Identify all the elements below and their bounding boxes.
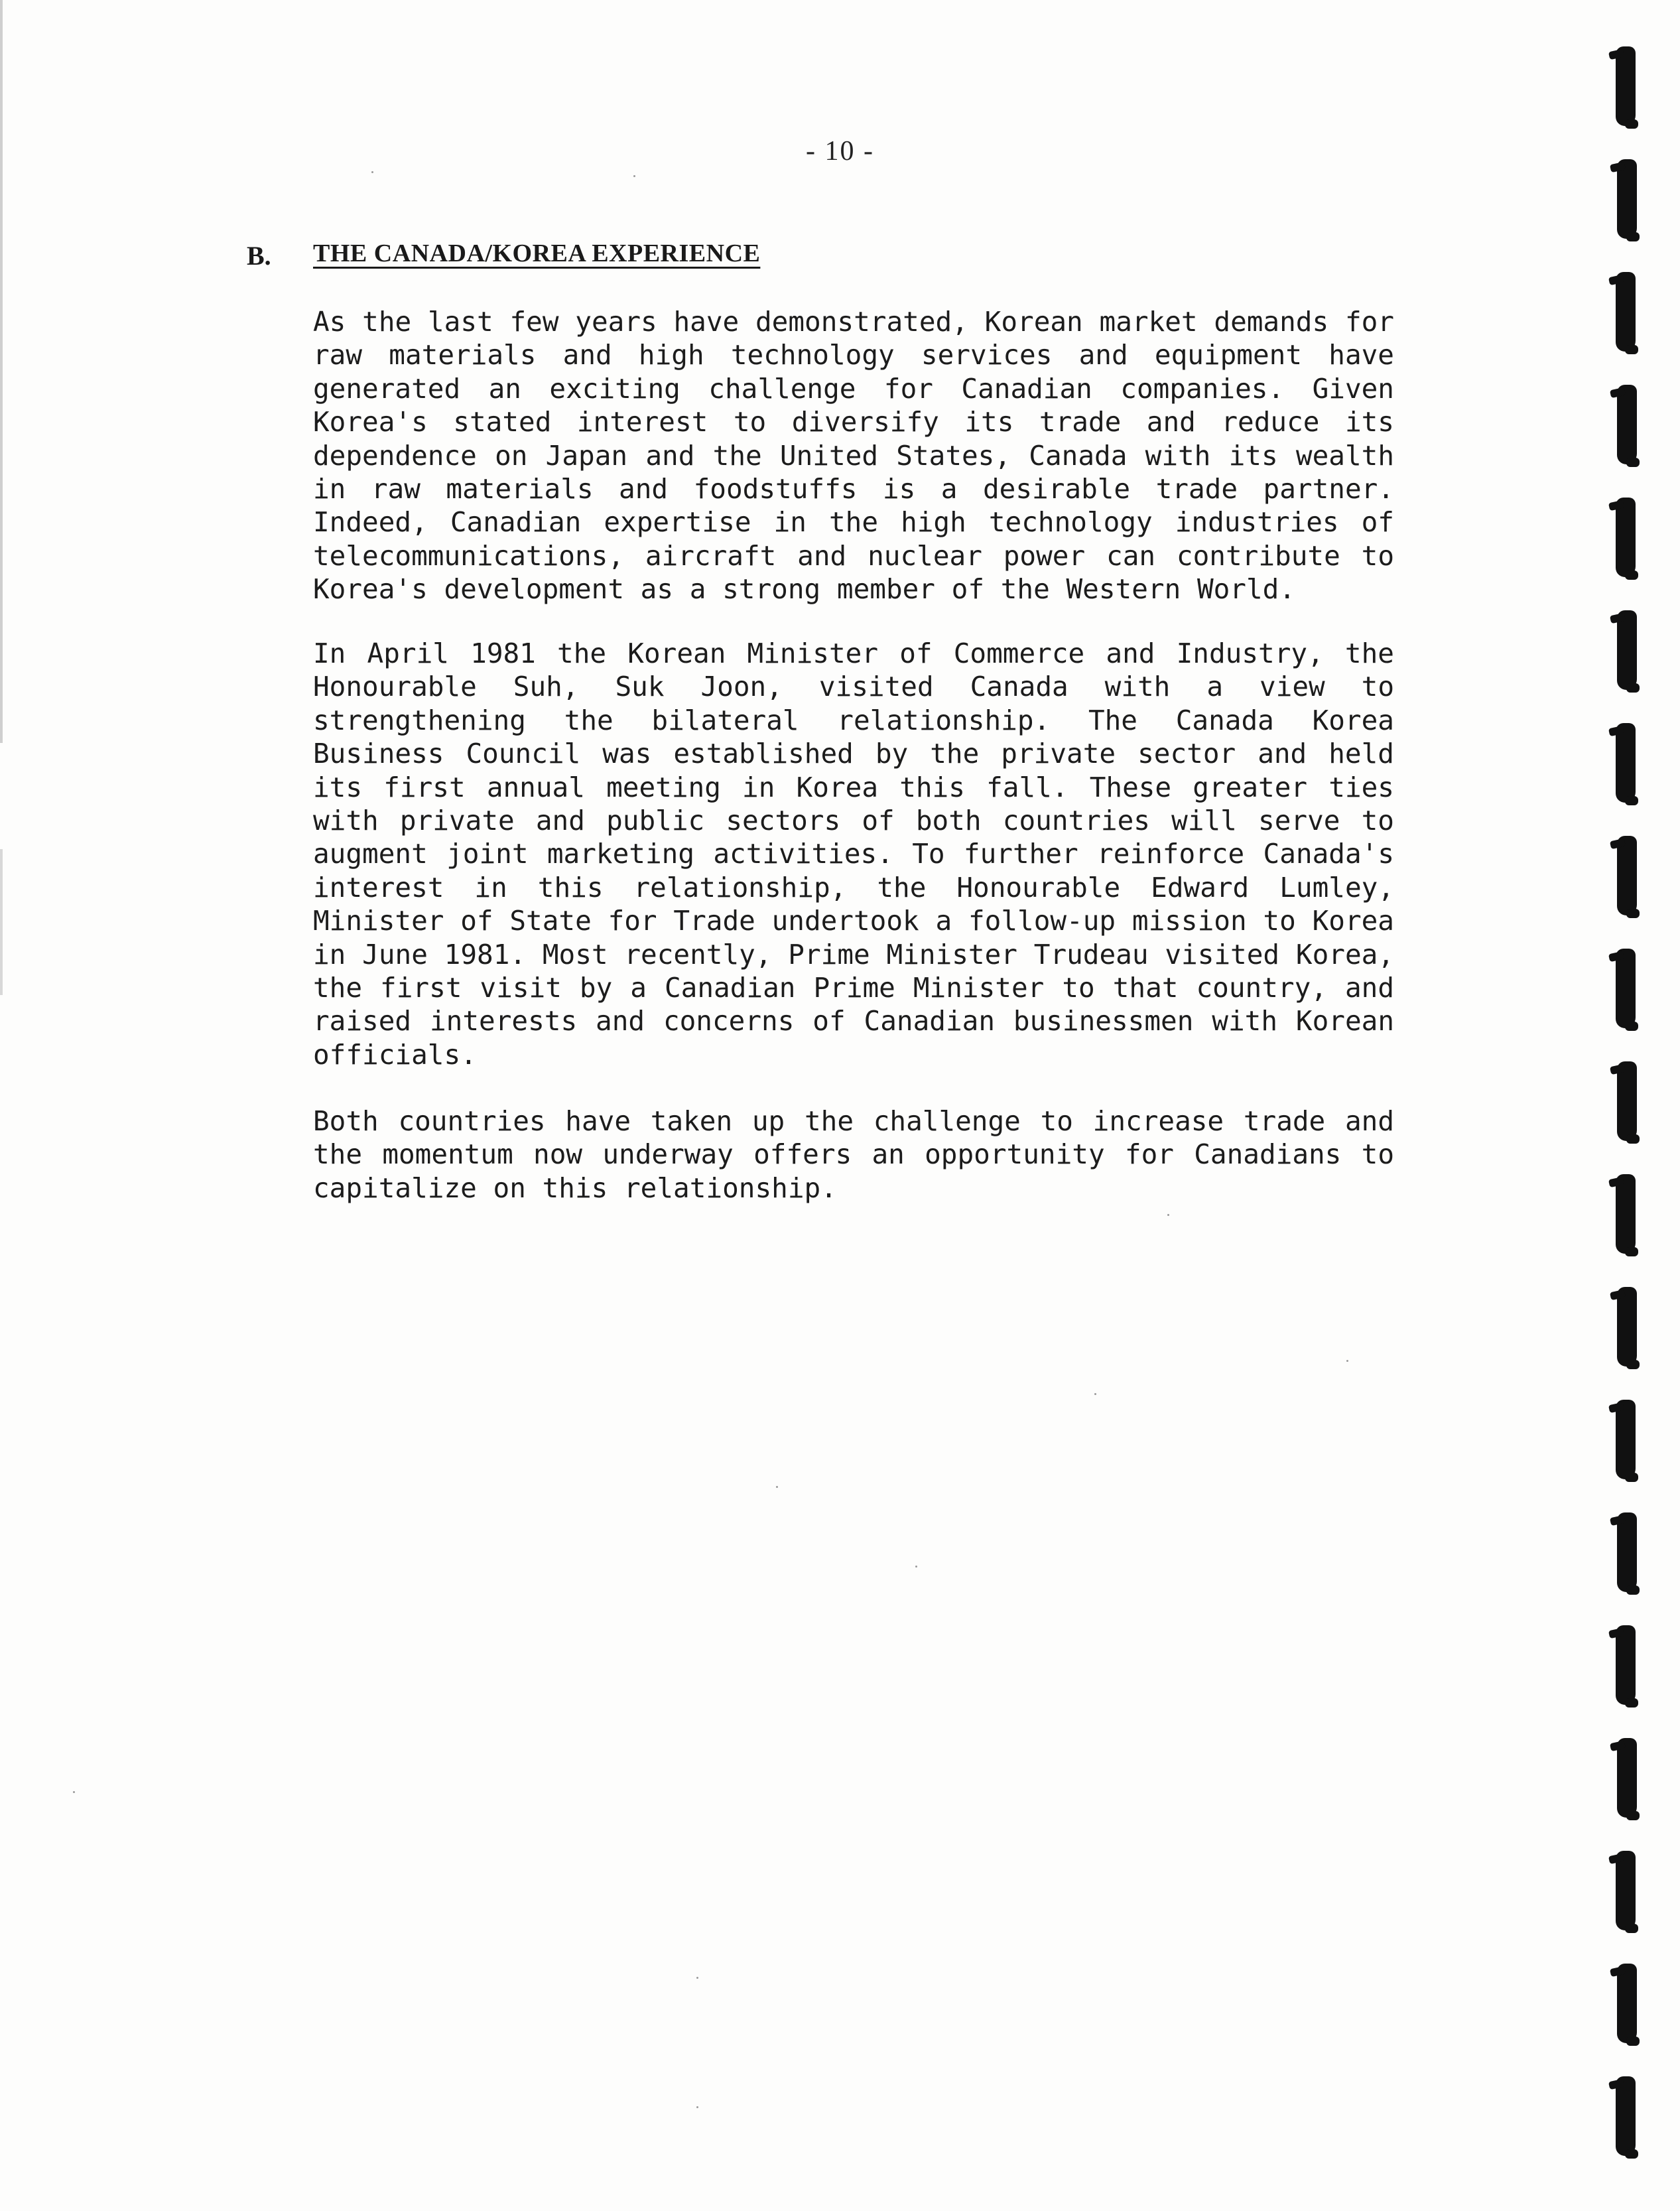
binding-ring: [1616, 2076, 1636, 2156]
spiral-binding: [1605, 0, 1680, 2211]
binding-ring: [1616, 949, 1636, 1028]
binding-ring: [1616, 1851, 1636, 1930]
binding-ring: [1616, 46, 1636, 126]
page-number: - 10 -: [806, 136, 874, 167]
section-letter: B.: [247, 241, 271, 271]
scan-speck: [776, 1486, 778, 1488]
binding-ring: [1616, 498, 1636, 577]
binding-ring: [1617, 1512, 1637, 1592]
scan-speck: [1167, 1214, 1169, 1216]
binding-ring: [1617, 836, 1637, 915]
binding-ring: [1617, 1738, 1637, 1818]
scan-speck: [73, 1791, 75, 1793]
binding-ring: [1617, 159, 1637, 239]
scan-speck: [1346, 1360, 1348, 1362]
left-page-edge: [0, 0, 3, 743]
binding-ring: [1616, 1174, 1636, 1254]
section-title: THE CANADA/KOREA EXPERIENCE: [313, 239, 761, 267]
binding-ring: [1617, 385, 1637, 464]
paragraph-1: As the last few years have demonstrated, Korean market demands for raw materials and high technology services and equipment have generated an exciting challenge for Canadian companies. Given Korea's stated interest to diversify its trade and reduce its dependence on Japan and the United States, Canada with its wealth in raw materials and foodstuffs is a desirable trade partner. Indeed, Canadian expertise in the high technology industries of telecommunications, aircraft and nuclear power can contribute to Korea's development as a strong member of the Western World.: [313, 306, 1394, 606]
scan-speck: [371, 171, 373, 173]
scan-speck: [696, 2106, 698, 2108]
paragraph-2: In April 1981 the Korean Minister of Commerce and Industry, the Honourable Suh, Suk Joon, visited Canada with a view to strengthening the bilateral relationship. The Canada Korea Business Council was established by the private sector and held its first annual meeting in Korea this fall. These greater ties with private and public sectors of both countries will serve to augment joint marketing activities. To further reinforce Canada's interest in this relationship, the Honourable Edward Lumley, Minister of State for Trade undertook a follow-up mission to Korea in June 1981. Most recently, Prime Minister Trudeau visited Korea, the first visit by a Canadian Prime Minister to that country, and raised interests and concerns of Canadian businessmen with Korean officials.: [313, 637, 1394, 1071]
binding-ring: [1617, 1964, 1637, 2043]
binding-ring: [1616, 723, 1636, 803]
binding-ring: [1617, 610, 1637, 690]
scan-speck: [1094, 1393, 1096, 1395]
binding-ring: [1617, 1287, 1637, 1367]
left-page-edge-lower: [0, 849, 3, 995]
scan-speck: [696, 1977, 698, 1979]
scan-speck: [915, 1566, 917, 1568]
paragraph-3: Both countries have taken up the challenge to increase trade and the momentum now underway offers an opportunity for Canadians to capitalize on this relationship.: [313, 1105, 1394, 1204]
binding-ring: [1617, 1061, 1637, 1141]
binding-ring: [1616, 272, 1636, 352]
binding-ring: [1616, 1400, 1636, 1479]
scan-speck: [633, 175, 635, 177]
binding-ring: [1616, 1625, 1636, 1705]
